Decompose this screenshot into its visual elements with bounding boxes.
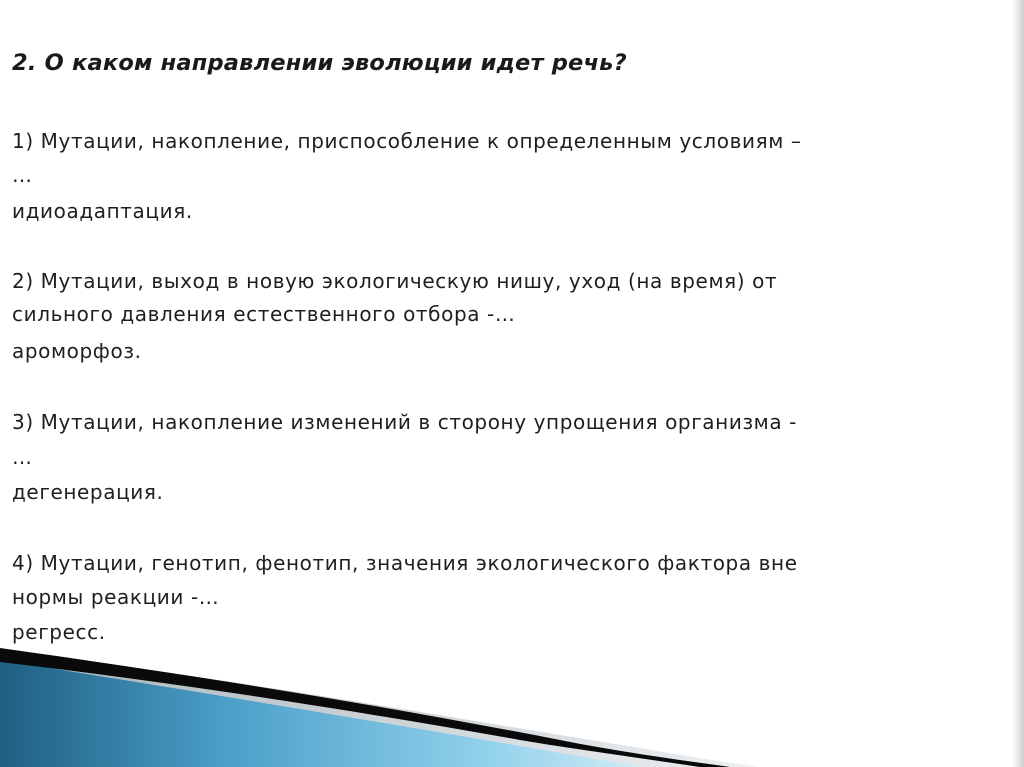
item-4-text-line-2: нормы реакции -… [12, 585, 220, 609]
slide-title: 2. О каком направлении эволюции идет речь? [12, 50, 627, 76]
item-3-ellipsis: … [12, 445, 33, 469]
item-1-ellipsis: … [12, 163, 33, 187]
item-2-answer: ароморфоз. [12, 339, 142, 363]
item-2-text-line-1: 2) Мутации, выход в новую экологическую нишу, уход (на время) от [12, 269, 778, 293]
wave-blue-band [0, 660, 640, 767]
item-2-text-line-2: сильного давления естественного отбора -… [12, 302, 516, 326]
item-4-text-line-1: 4) Мутации, генотип, фенотип, значения экологического фактора вне [12, 551, 798, 575]
right-edge-shadow [1012, 0, 1024, 767]
item-3-text: 3) Мутации, накопление изменений в сторону упрощения организма - [12, 410, 797, 434]
item-1-text: 1) Мутации, накопление, приспособление к определенным условиям – [12, 129, 802, 153]
item-4-answer: регресс. [12, 620, 106, 644]
item-1-answer: идиоадаптация. [12, 199, 193, 223]
item-3-answer: дегенерация. [12, 480, 164, 504]
